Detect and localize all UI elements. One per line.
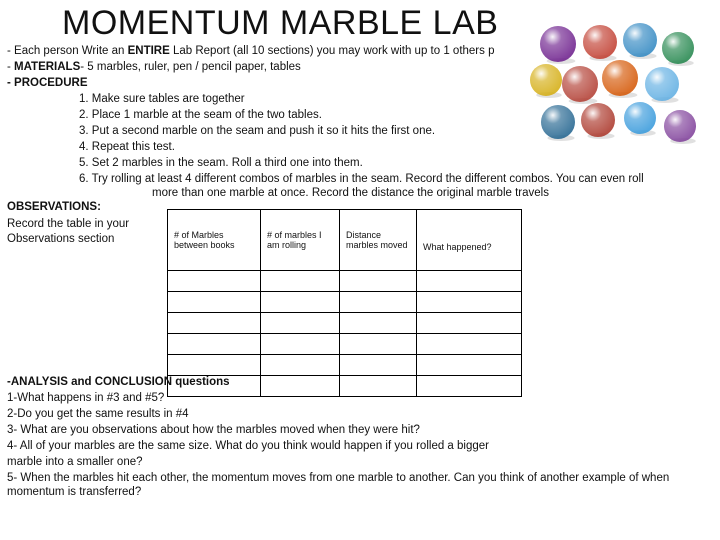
table-cell[interactable] — [417, 376, 522, 397]
table-cell[interactable] — [168, 292, 261, 313]
marble-icon — [664, 110, 696, 144]
observations-table — [167, 209, 522, 397]
materials-bold: MATERIALS — [14, 61, 81, 73]
table-row — [168, 334, 522, 355]
intro-bold: ENTIRE — [127, 45, 170, 57]
observations-line-2: Observations section — [7, 233, 115, 245]
table-cell[interactable] — [261, 271, 340, 292]
table-cell[interactable] — [168, 334, 261, 355]
procedure-step-1: 1. Make sure tables are together — [79, 93, 245, 105]
marble-icon — [645, 67, 679, 103]
procedure-step-2: 2. Place 1 marble at the seam of the two tables. — [79, 109, 322, 121]
table-cell[interactable] — [340, 292, 417, 313]
observations-heading: OBSERVATIONS: — [7, 201, 101, 213]
table-header-cell: # of Marbles between books — [168, 210, 261, 271]
table-cell[interactable] — [261, 355, 340, 376]
analysis-question-4-continued: marble into a smaller one? — [7, 456, 143, 468]
table-cell[interactable] — [168, 313, 261, 334]
table-row — [168, 292, 522, 313]
table-header-row — [168, 210, 522, 271]
procedure-step-6-continued: more than one marble at once. Record the distance the original marble travels — [152, 187, 549, 199]
table-cell[interactable] — [261, 313, 340, 334]
table-header-cell: # of marbles I am rolling — [261, 210, 340, 271]
marble-icon — [530, 64, 562, 98]
table-row — [168, 271, 522, 292]
table-row — [168, 313, 522, 334]
table-cell[interactable] — [261, 376, 340, 397]
table-cell[interactable] — [340, 355, 417, 376]
table-cell[interactable] — [168, 271, 261, 292]
marble-icon — [602, 60, 638, 98]
table-cell[interactable] — [417, 292, 522, 313]
materials-rest: - 5 marbles, ruler, pen / pencil paper, tables — [80, 61, 301, 73]
marble-icon — [624, 102, 656, 136]
marble-icon — [581, 103, 615, 139]
table-cell[interactable] — [340, 271, 417, 292]
table-header-cell: Distance marbles moved — [340, 210, 417, 271]
table-cell[interactable] — [261, 292, 340, 313]
intro-line — [7, 45, 494, 57]
analysis-question-5-continued: momentum is transferred? — [7, 486, 142, 498]
materials-line — [7, 61, 301, 73]
table-cell[interactable] — [417, 355, 522, 376]
table-cell[interactable] — [417, 313, 522, 334]
procedure-step-4: 4. Repeat this test. — [79, 141, 175, 153]
analysis-question-2: 2-Do you get the same results in #4 — [7, 408, 189, 420]
table-cell[interactable] — [417, 271, 522, 292]
marble-icon — [583, 25, 617, 61]
marble-icon — [540, 26, 576, 64]
intro-prefix: - Each person Write an — [7, 45, 128, 57]
marble-icon — [623, 23, 657, 59]
procedure-heading: - PROCEDURE — [7, 77, 88, 89]
table-cell[interactable] — [340, 334, 417, 355]
marbles-photo — [528, 22, 716, 162]
analysis-question-5: 5- When the marbles hit each other, the momentum moves from one marble to another. Can you think of another example of when — [7, 472, 670, 484]
analysis-question-1: 1-What happens in #3 and #5? — [7, 392, 165, 404]
analysis-question-4: 4- All of your marbles are the same size. What do you think would happen if you rolled a bigger — [7, 440, 489, 452]
table-cell[interactable] — [261, 334, 340, 355]
materials-prefix: - — [7, 61, 15, 73]
table-cell[interactable] — [340, 313, 417, 334]
analysis-question-3: 3- What are you observations about how the marbles moved when they were hit? — [7, 424, 420, 436]
marble-icon — [562, 66, 598, 104]
analysis-heading: -ANALYSIS and CONCLUSION questions — [7, 376, 230, 388]
procedure-step-6: 6. Try rolling at least 4 different combos of marbles in the seam. Record the different combos. You can even roll — [79, 173, 644, 185]
procedure-step-3: 3. Put a second marble on the seam and push it so it hits the first one. — [79, 125, 436, 137]
page-title: MOMENTUM MARBLE LAB — [62, 4, 499, 42]
marble-icon — [662, 32, 694, 66]
table-cell[interactable] — [417, 334, 522, 355]
marble-icon — [541, 105, 575, 141]
table-cell[interactable] — [340, 376, 417, 397]
intro-rest: Lab Report (all 10 sections) you may work with up to 1 others p — [169, 45, 495, 57]
table-header-cell: What happened? — [417, 210, 522, 271]
observations-line-1: Record the table in your — [7, 218, 130, 230]
table-cell[interactable] — [168, 355, 261, 376]
table-row — [168, 355, 522, 376]
procedure-step-5: 5. Set 2 marbles in the seam. Roll a third one into them. — [79, 157, 363, 169]
